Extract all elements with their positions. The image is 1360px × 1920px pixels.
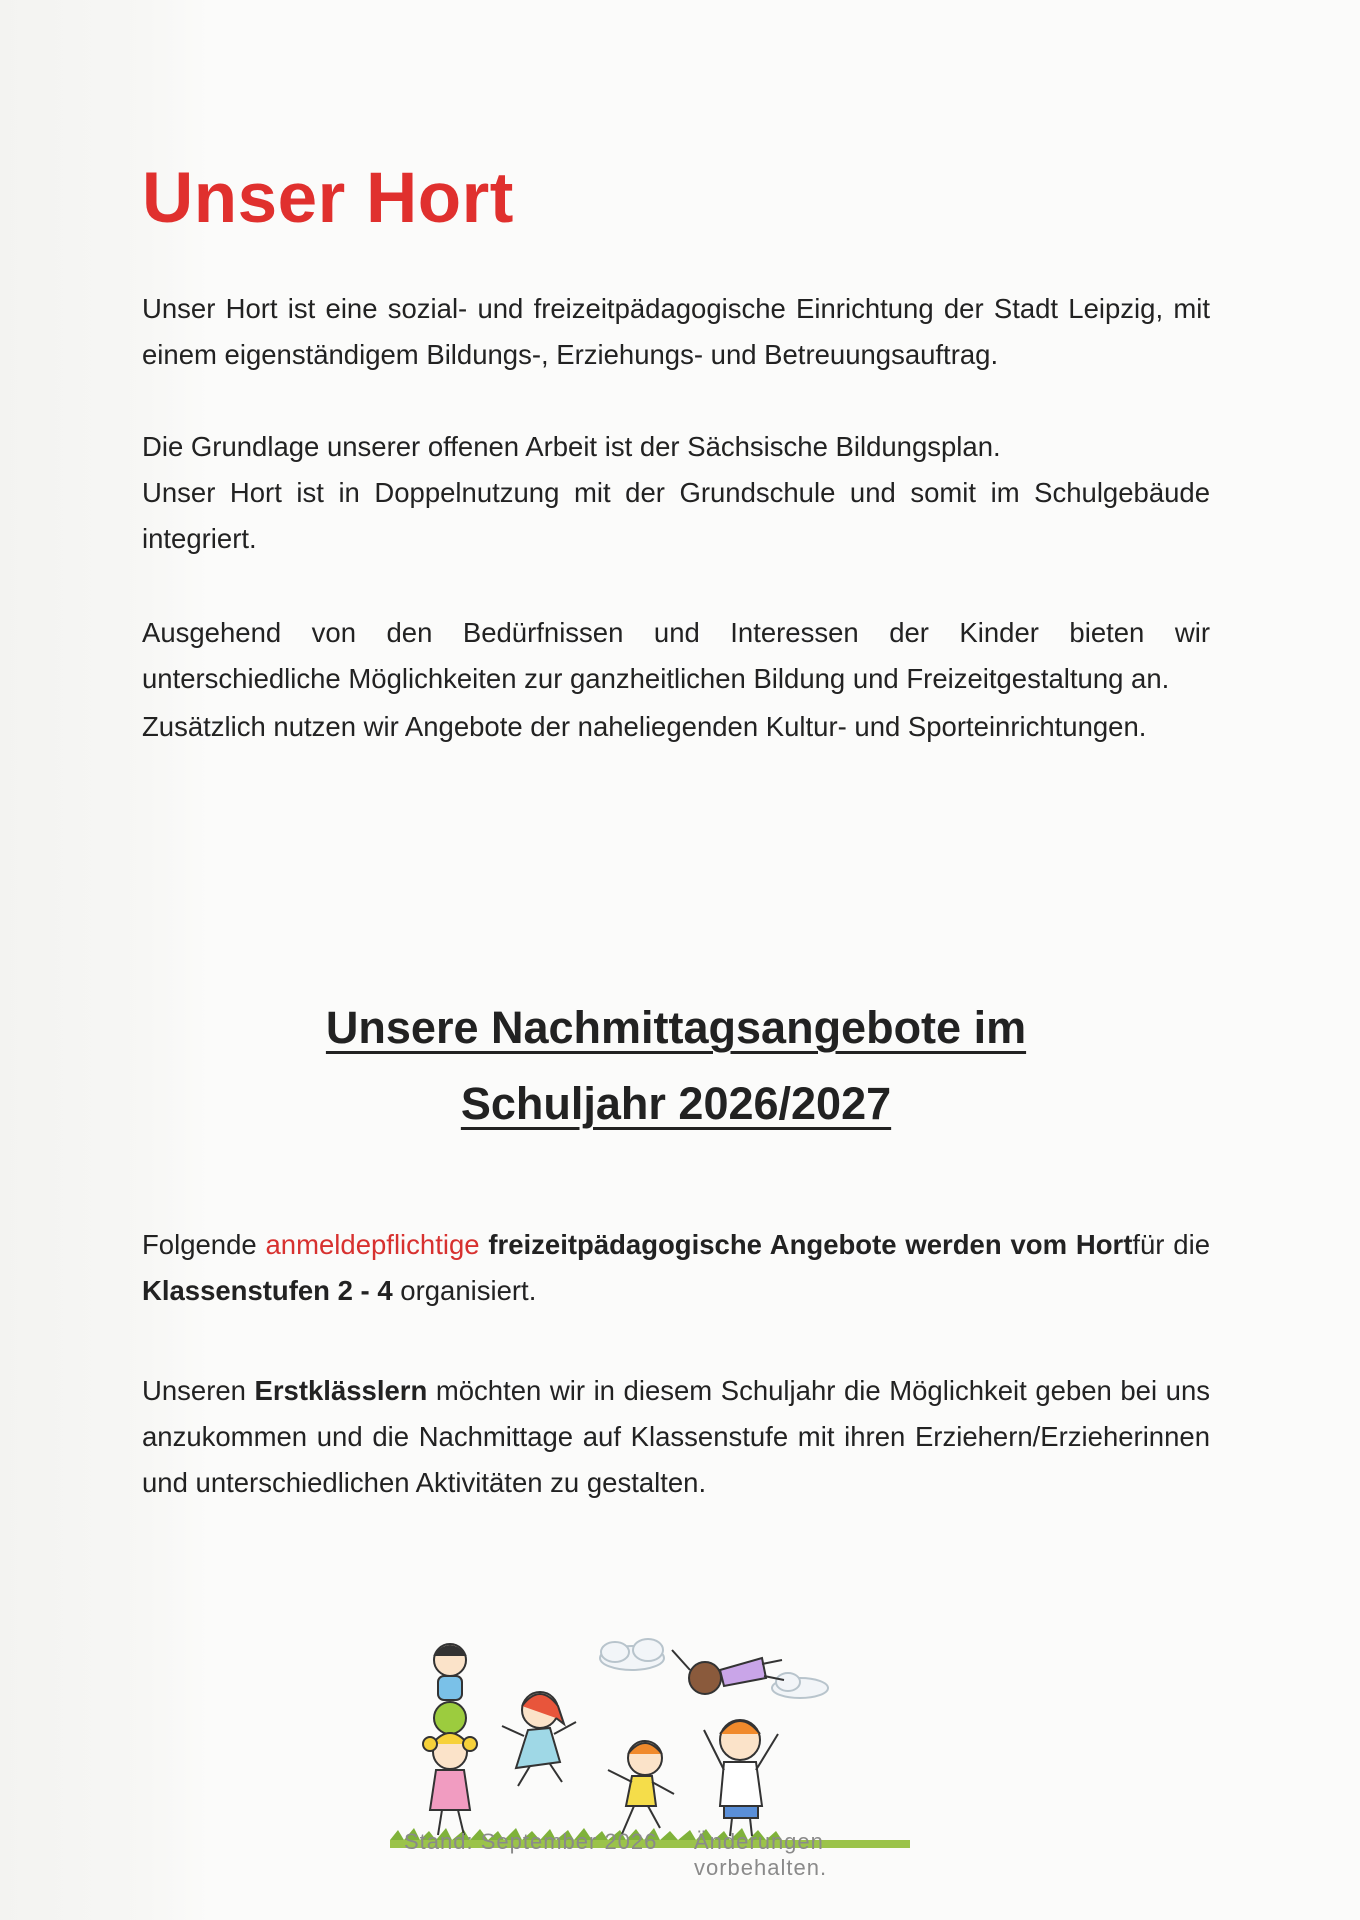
first-graders-text-1: Unseren	[142, 1375, 255, 1406]
section-heading-line-1: Unsere Nachmittagsangebote im	[325, 1002, 1027, 1053]
children-playing-illustration	[390, 1630, 910, 1860]
offer-text-7: organisiert.	[392, 1275, 537, 1306]
child-figure-5	[704, 1720, 778, 1836]
intro-paragraph-3: Unser Hort ist in Doppelnutzung mit der Grundschule und somit im Schulgebäude integriert.	[142, 477, 1210, 554]
intro-paragraph-4: Ausgehend von den Bedürfnissen und Interessen der Kinder bieten wir unterschiedliche Möglichkeiten zur ganzheitlichen Bildung und Freizeitgestaltung an.	[142, 617, 1210, 694]
first-graders-term: Erstklässlern	[254, 1375, 428, 1406]
footer	[394, 1829, 964, 1880]
intro-paragraph-2: Die Grundlage unserer offenen Arbeit ist der Sächsische Bildungsplan.	[142, 431, 1001, 462]
first-graders-paragraph	[142, 1368, 1210, 1506]
footer-status: Stand: September 2026	[404, 1829, 658, 1854]
intro-paragraph-1: Unser Hort ist eine sozial- und freizeitpädagogische Einrichtung der Stadt Leipzig, mit einem eigenständigem Bildungs-, Erziehungs- und Betreuungsauftrag.	[142, 293, 1210, 370]
page-title: Unser Hort	[142, 159, 514, 238]
offer-text-4: freizeitpädagogische Angebote werden vom Hort	[488, 1229, 1133, 1260]
child-figure-3	[608, 1741, 674, 1834]
section-heading	[142, 990, 1210, 1142]
section-heading-line-2: Schuljahr 2026/2027	[460, 1078, 892, 1129]
child-figure-2	[502, 1692, 576, 1786]
offer-registration-required: anmeldepflichtige	[265, 1229, 480, 1260]
child-figure-1	[423, 1644, 477, 1835]
offer-text-1: Folgende	[142, 1229, 266, 1260]
footer-note: Änderungen vorbehalten.	[694, 1829, 828, 1880]
offer-text-5: für die	[1132, 1229, 1210, 1260]
child-figure-4	[672, 1650, 784, 1694]
intro-paragraph-5: Zusätzlich nutzen wir Angebote der naheliegenden Kultur- und Sporteinrichtungen.	[142, 711, 1147, 742]
offer-paragraph	[142, 1222, 1210, 1314]
offer-grade-levels: Klassenstufen 2 - 4	[142, 1275, 393, 1306]
first-graders-text-3: möchten wir in diesem Schuljahr die Möglichkeit geben bei uns anzukommen und die Nachmittage auf Klassenstufe mit ihren Erziehern/Erzieherinnen und unterschiedlichen Aktivitäten zu gestalten.	[142, 1375, 1210, 1498]
